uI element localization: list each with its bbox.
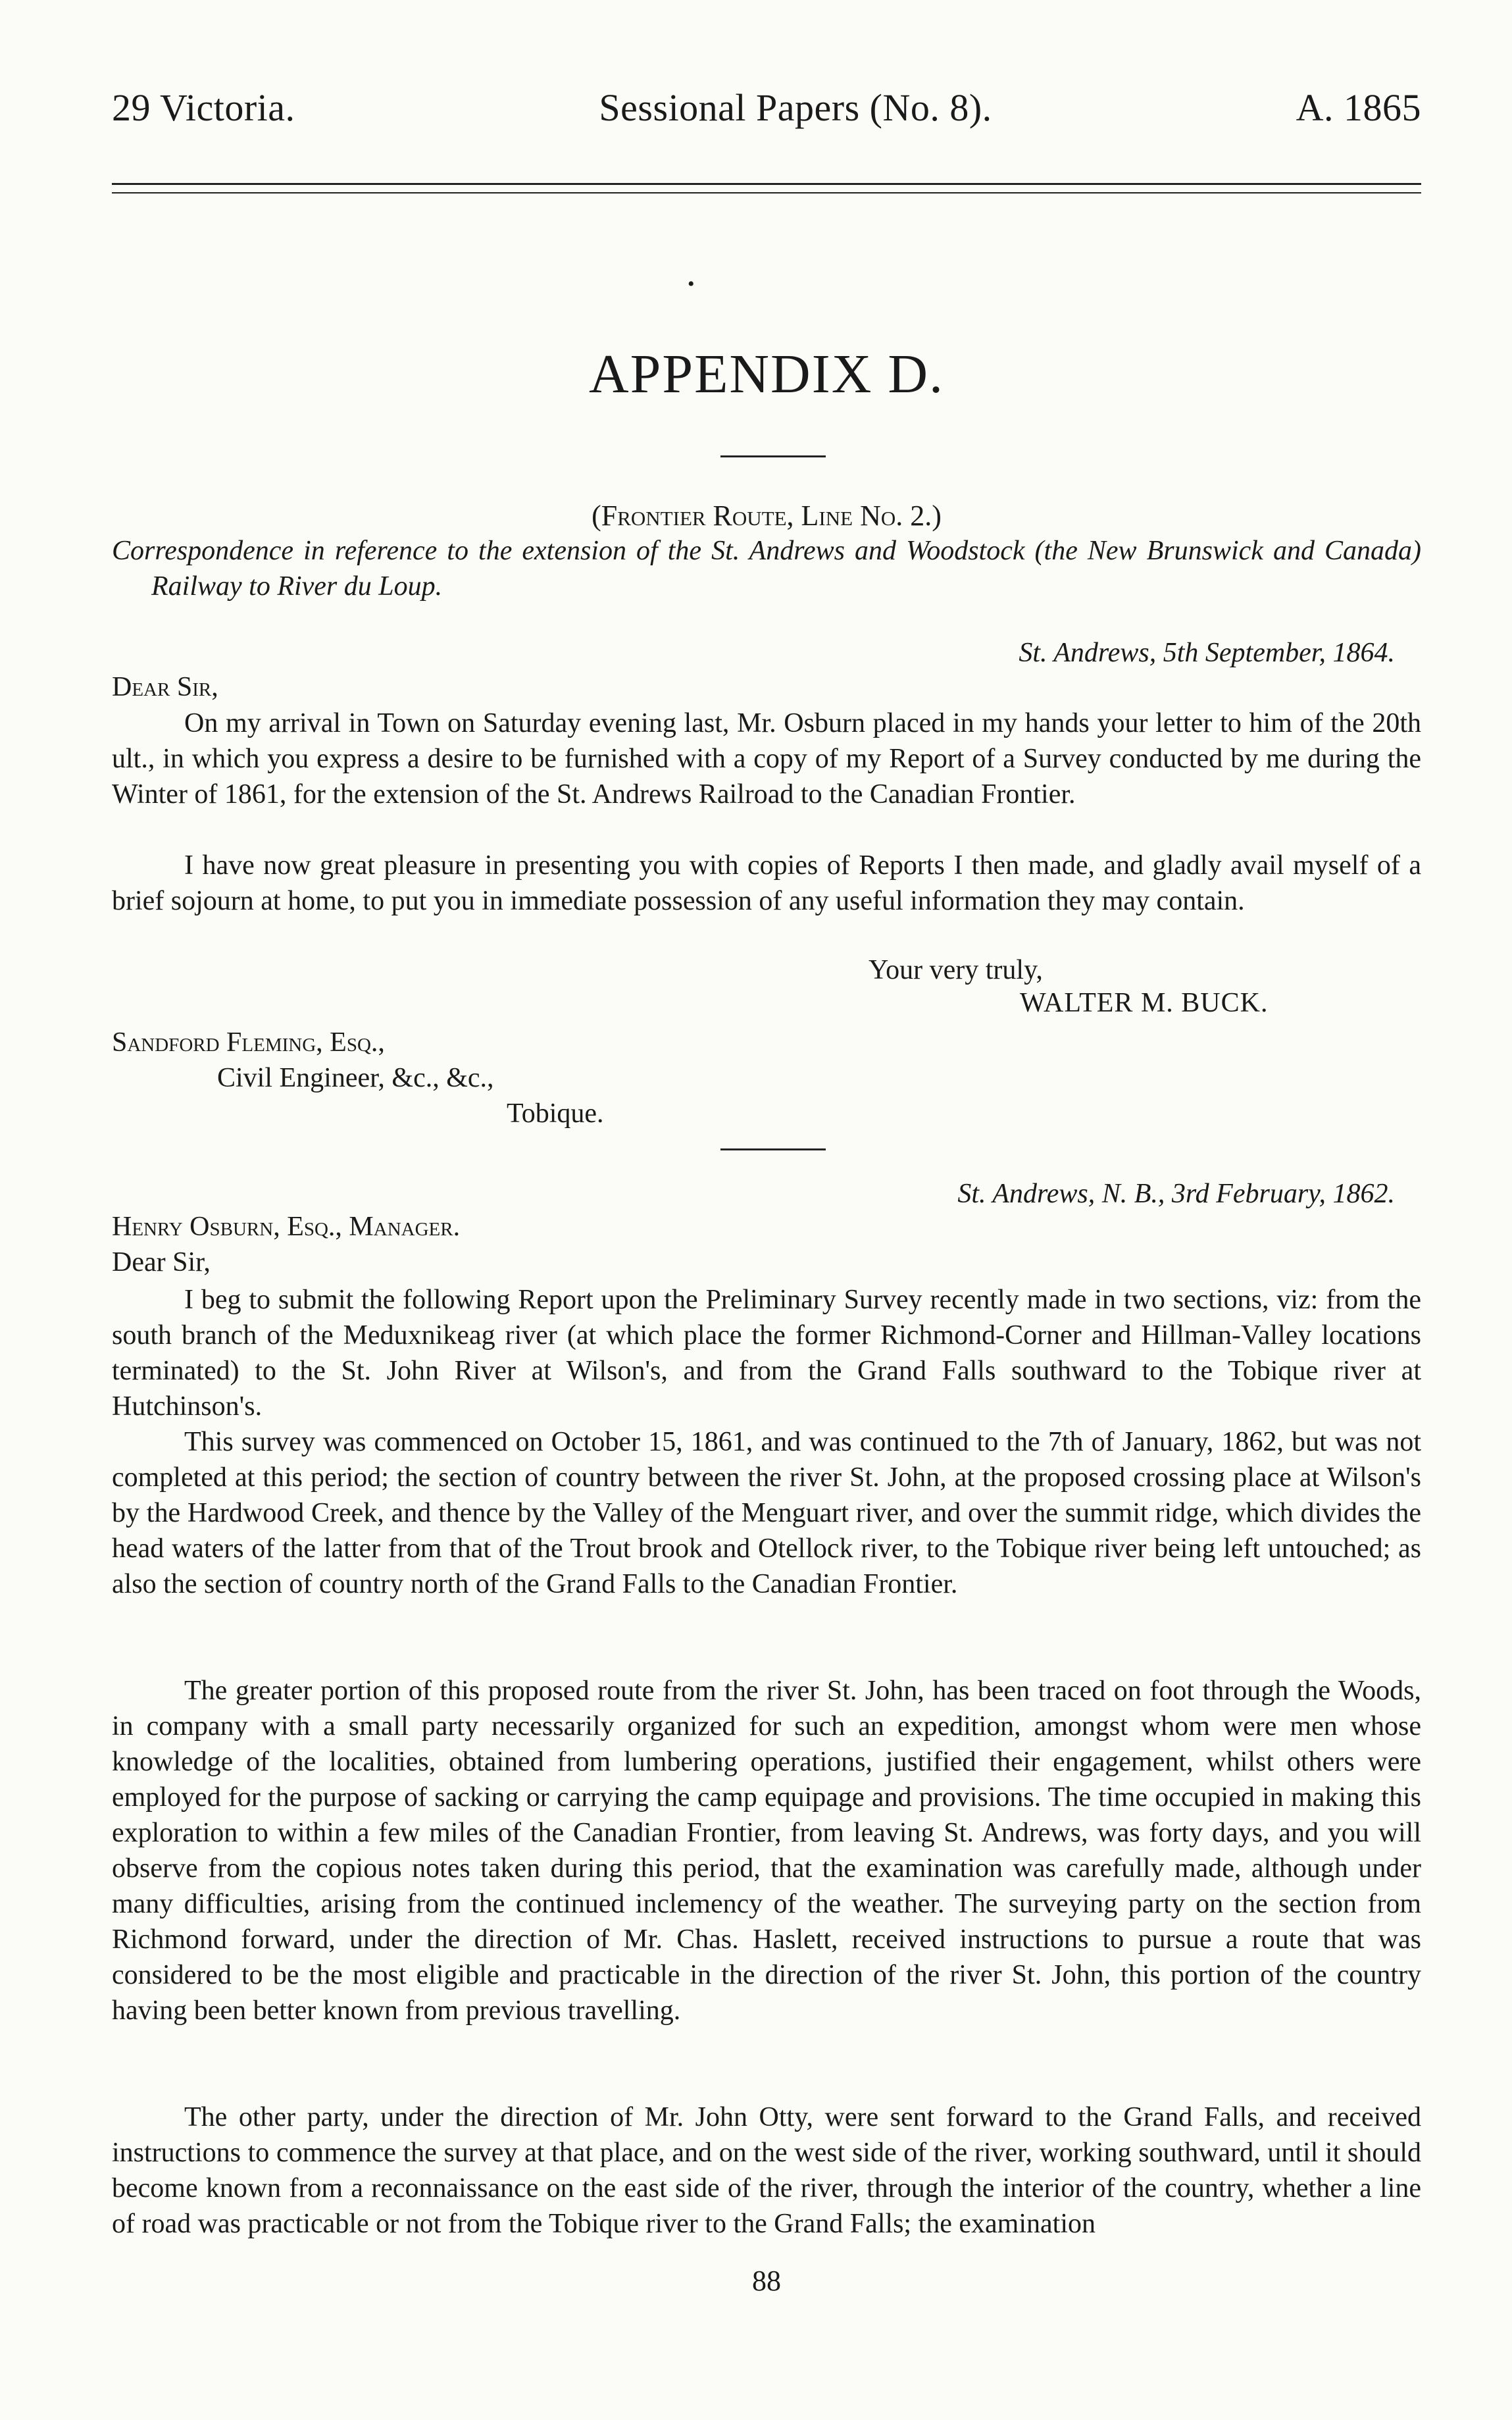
header-rule-top (112, 183, 1421, 185)
printer-dot: • (688, 273, 695, 295)
letter2-salutation: Dear Sir, (112, 1247, 211, 1277)
running-header (112, 86, 1421, 130)
letter1-addressee-title: Civil Engineer, &c., &c., (217, 1063, 494, 1093)
page-number: 88 (752, 2265, 781, 2297)
letter1-dateline: St. Andrews, 5th September, 1864. (1019, 638, 1395, 668)
letter1-signature: WALTER M. BUCK. (1020, 988, 1269, 1018)
letter2-paragraph: This survey was commenced on October 15, 1861, and was continued to the 7th of January, 1862, but was not completed at this period; the section of country between the river St. John, at the proposed crossing place at Wilson's by the Hardwood Creek, and thence by the Valley of the Menguart river, and over the summit ridge, which divides the head waters of the latter from that of the Trout brook and Otellock river, to the Tobique river being left untouched; as also the section of country north of the Grand Falls to the Canadian Frontier. (112, 1427, 1421, 1599)
letter1-addressee-place: Tobique. (507, 1098, 604, 1129)
route-subheading: (Frontier Route, Line No. 2.) (592, 500, 942, 532)
letter2-paragraph: The other party, under the direction of Mr. John Otty, were sent forward to the Grand Falls, and received instructions to commence the survey at that place, and on the west side of the river, working southward, until it should become known from a reconnaissance on the east side of the river, through the interior of the country, whether a line of road was practicable or not from the Tobique river to the Grand Falls; the examination (112, 2102, 1421, 2239)
letter2-addressee: Henry Osburn, Esq., Manager. (112, 1212, 461, 1242)
header-rule-bottom (112, 192, 1421, 193)
header-series: Sessional Papers (No. 8). (599, 86, 992, 129)
letter1-addressee-name: Sandford Fleming, Esq., (112, 1027, 385, 1058)
letter2-dateline: St. Andrews, N. B., 3rd February, 1862. (957, 1179, 1395, 1209)
letter1-paragraph: On my arrival in Town on Saturday evening last, Mr. Osburn placed in my hands your letter to him of the 20th ult., in which you express a desire to be furnished with a copy of my Report of a Survey conducted by me during the Winter of 1861, for the extension of the St. Andrews Railroad to the Canadian Frontier. (112, 708, 1421, 810)
letter2-paragraph: The greater portion of this proposed route from the river St. John, has been traced on foot through the Woods, in company with a small party necessarily organized for such an expedition, amongst whom were men whose knowledge of the localities, obtained from lumbering operations, justified their engagement, whilst others were employed for the purpose of sacking or carrying the camp equipage and provisions. The time occupied in making this exploration to within a few miles of the Canadian Frontier, from leaving St. Andrews, was forty days, and you will observe from the copious notes taken during this period, that the examination was carefully made, although under many difficulties, arising from the continued inclemency of the weather. The surveying party on the section from Richmond forward, under the direction of Mr. Chas. Haslett, received instructions to pursue a route that was considered to be the most eligible and practicable in the direction of the river St. John, this portion of the country having been better known from previous travelling. (112, 1676, 1421, 2026)
header-session: 29 Victoria. (112, 86, 295, 129)
letter1-closing: Your very truly, (869, 955, 1043, 985)
letter2-paragraph: I beg to submit the following Report upon the Preliminary Survey recently made in two sections, viz: from the south branch of the Meduxnikeag river (at which place the former Richmond-Corner and Hillman-Valley locations terminated) to the St. John River at Wilson's, and from the Grand Falls southward to the Tobique river at Hutchinson's. (112, 1285, 1421, 1422)
correspondence-heading: Correspondence in reference to the extension of the St. Andrews and Woodstock (the New Brunswick and Canada) Railway to River du Loup. (112, 536, 1421, 602)
title-rule (720, 455, 826, 457)
page-title: APPENDIX D. (588, 344, 945, 405)
letter-separator-rule (720, 1148, 826, 1150)
letter1-paragraph: I have now great pleasure in presenting you with copies of Reports I then made, and gladly avail myself of a brief sojourn at home, to put you in immediate possession of any useful information they may contain. (112, 850, 1421, 916)
letter1-salutation: Dear Sir, (112, 672, 218, 702)
header-year: A. 1865 (1296, 86, 1421, 129)
